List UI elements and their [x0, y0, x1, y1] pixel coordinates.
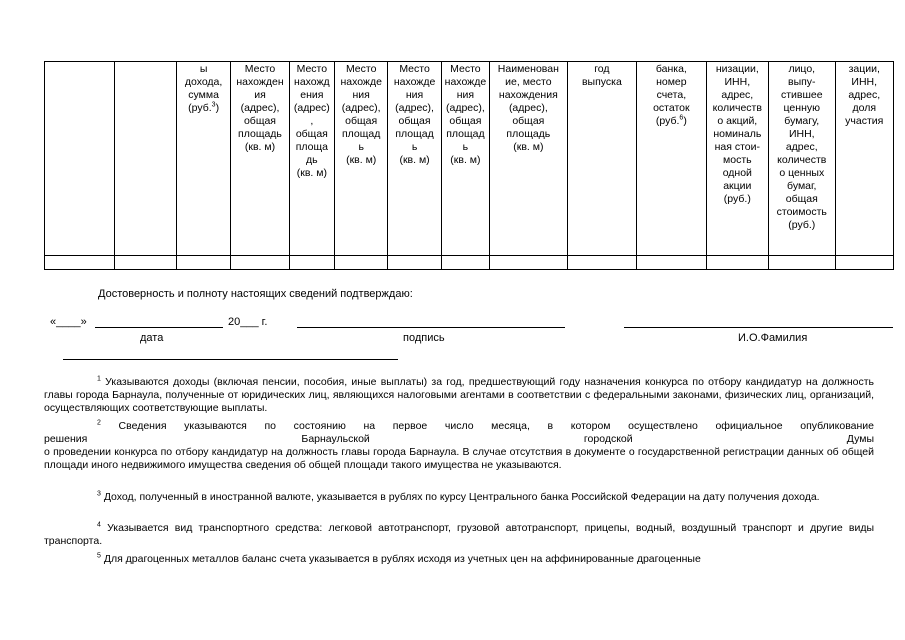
footnote-number: 1 [97, 375, 101, 383]
header-cell: Место нахожд ения (адрес) , общая площа дь (кв. м) [289, 62, 334, 256]
header-cell: Место нахожде ния (адрес), общая площад ь (кв. м) [388, 62, 441, 256]
table-cell [335, 256, 388, 270]
footnote-2 [44, 420, 874, 472]
footnote-text: Для драгоценных металлов баланс счета указывается в рублях исходя из учетных цен на аффинированные драгоценные [103, 553, 701, 565]
header-cell: Место нахожден ия (адрес), общая площадь (кв. м) [231, 62, 289, 256]
table-cell [835, 256, 894, 270]
table-header-row [45, 62, 894, 256]
table-cell [115, 256, 176, 270]
table-cell [637, 256, 706, 270]
signature-caption: подпись [403, 332, 445, 344]
header-cell: низации, ИНН, адрес, количеств о акций, номиналь ная стои- мость одной акции (руб.) [706, 62, 768, 256]
table-cell [706, 256, 768, 270]
table-cell [45, 256, 115, 270]
footnote-text: Сведения указываются по состоянию на первое число месяца, в котором осуществлено официальное опубликование [118, 420, 875, 432]
footnote-number: 5 [97, 552, 101, 560]
footnote-number: 4 [97, 521, 101, 529]
year-text: 20___ г. [228, 316, 268, 328]
footnote-text: Доход, полученный в иностранной валюте, указывается в рублях по курсу Центрального банка Российской Федерации на дату получения дохода. [103, 491, 820, 503]
header-cell: лицо, выпу- стившее ценную бумагу, ИНН, адрес, количеств о ценных бумаг, общая стоимость (руб.) [769, 62, 835, 256]
table-cell [289, 256, 334, 270]
table-cell [388, 256, 441, 270]
footnote-text: решения Барнаульской городской Думы [44, 433, 874, 445]
declaration-table [44, 61, 894, 270]
header-cell: зации, ИНН, адрес, доля участия [835, 62, 894, 256]
footnote-text: Указываются доходы (включая пенсии, пособия, иные выплаты) за год, предшествующий году назначения конкурса по отбору кандидатур на должность главы города Барнаула, полученные от юридических лиц, являющихся налоговыми агентами в соответствии с федеральными законами, физических лиц, организаций, осуществляющих соответствующие выплаты. [44, 376, 874, 414]
footnote-number: 3 [97, 490, 101, 498]
footnote-number: 2 [97, 419, 101, 427]
footnote-text: о проведении конкурса по отбору кандидатур на должность главы города Барнаула. В случае отсутствия в документе о государственной регистрации данных об общей площади иного недвижимого имущества сведения об общей площади такого имущества не указываются. [44, 446, 874, 471]
footnote-1 [44, 376, 874, 415]
table-cell [769, 256, 835, 270]
header-cell: Наименован ие, место нахождения (адрес), общая площадь (кв. м) [490, 62, 568, 256]
table-cell [490, 256, 568, 270]
header-cell: год выпуска [567, 62, 636, 256]
header-cell-income: ы дохода, сумма (руб.$^3$) [176, 62, 230, 256]
footnote-4 [44, 522, 874, 548]
date-prefix: «____» [50, 316, 87, 328]
table-cell [567, 256, 636, 270]
table-cell [231, 256, 289, 270]
footnote-separator [63, 359, 398, 360]
header-cell [115, 62, 176, 256]
name-caption: И.О.Фамилия [738, 332, 808, 344]
header-cell-bank: банка, номер счета, остаток (руб.$^6$) [637, 62, 706, 256]
header-cell: Место нахожде ния (адрес), общая площад ь (кв. м) [335, 62, 388, 256]
header-cell: Место нахожде ния (адрес), общая площад ь (кв. м) [441, 62, 489, 256]
footnote-5 [44, 553, 874, 566]
footnote-3 [44, 491, 874, 504]
date-line [95, 327, 223, 328]
table-row [45, 256, 894, 270]
table-cell [441, 256, 489, 270]
name-line [624, 327, 893, 328]
table-cell [176, 256, 230, 270]
header-cell [45, 62, 115, 256]
signature-line [297, 327, 565, 328]
confirmation-text: Достоверность и полноту настоящих сведений подтверждаю: [98, 288, 413, 300]
date-caption: дата [140, 332, 164, 344]
footnote-text: Указывается вид транспортного средства: легковой автотранспорт, грузовой автотранспорт, прицепы, водный, воздушный транспорт и другие виды транспорта. [44, 522, 874, 547]
